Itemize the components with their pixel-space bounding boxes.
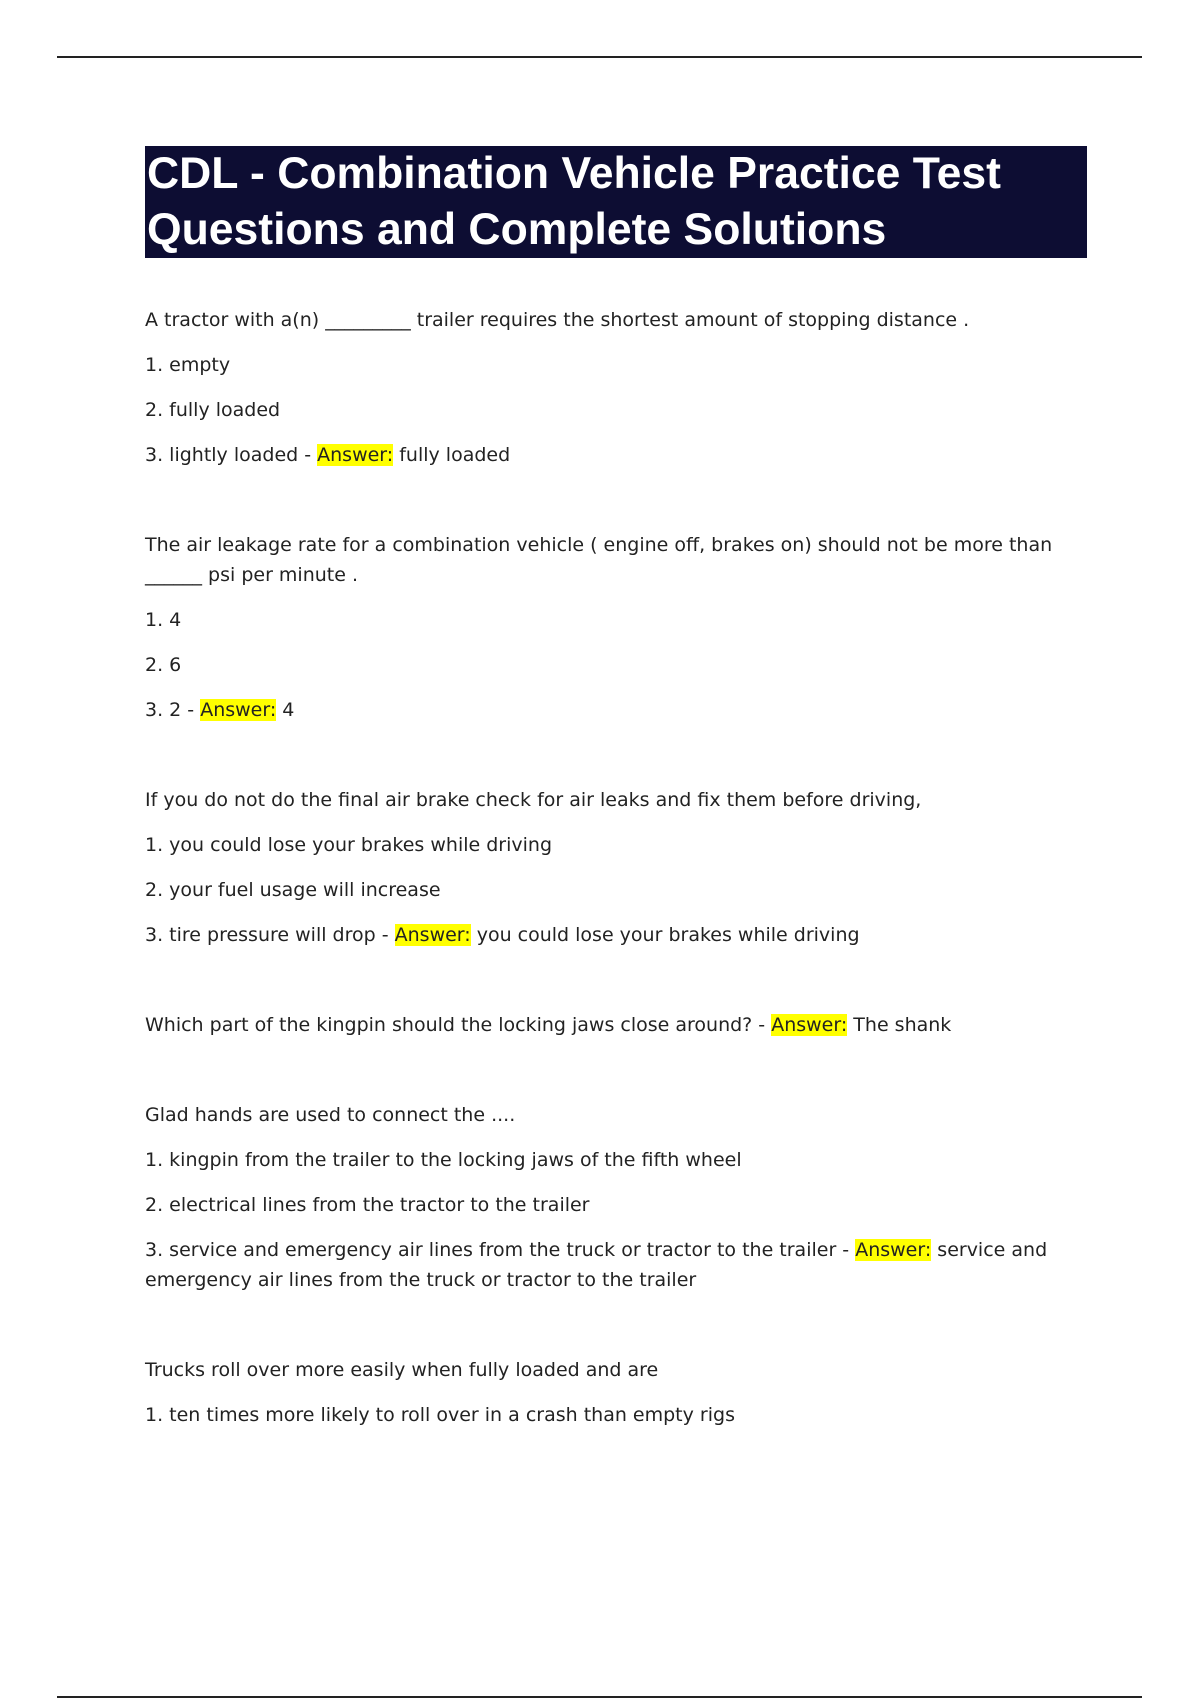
answer-label: Answer:	[394, 924, 471, 946]
answer-option-with-solution	[145, 1235, 1087, 1295]
answer-option: 1. kingpin from the trailer to the locking jaws of the fifth wheel	[145, 1149, 742, 1171]
answer-option-with-solution	[145, 920, 1087, 950]
answer-option: 1. you could lose your brakes while driving	[145, 834, 553, 856]
answer-option-text: 3. 2 -	[145, 699, 201, 721]
answer-text: fully loaded	[393, 444, 511, 466]
answer-option: 2. 6	[145, 654, 182, 676]
question-block	[145, 305, 1087, 470]
answer-option-text: 3. tire pressure will drop -	[145, 924, 395, 946]
document-body	[145, 146, 1087, 1490]
question-block	[145, 785, 1087, 950]
question-list	[145, 305, 1087, 1430]
question-prompt: The air leakage rate for a combination vehicle ( engine off, brakes on) should not be more than ______ psi per minute .	[145, 534, 1053, 586]
answer-option: 1. 4	[145, 609, 182, 631]
answer-option: 2. electrical lines from the tractor to the trailer	[145, 1194, 590, 1216]
question-block	[145, 530, 1087, 725]
answer-option: 1. ten times more likely to roll over in a crash than empty rigs	[145, 1404, 735, 1426]
answer-text: 4	[276, 699, 295, 721]
answer-option-with-solution	[145, 440, 1087, 470]
question-prompt: If you do not do the final air brake check for air leaks and fix them before driving,	[145, 789, 922, 811]
answer-text: service and emergency air lines from the truck or tractor to the trailer	[145, 1239, 1048, 1291]
answer-label: Answer:	[317, 444, 394, 466]
answer-option: 1. empty	[145, 354, 231, 376]
title-line-2: Questions and Complete Solutions	[147, 205, 887, 254]
question-block	[145, 1100, 1087, 1295]
question-prompt-with-solution	[145, 1010, 1087, 1040]
document-title	[145, 146, 1087, 258]
answer-option: 2. your fuel usage will increase	[145, 879, 441, 901]
answer-text: The shank	[847, 1014, 952, 1036]
answer-label: Answer:	[771, 1014, 848, 1036]
answer-option-text: 3. service and emergency air lines from the truck or tractor to the trailer -	[145, 1239, 856, 1261]
top-rule	[57, 56, 1142, 58]
question-prompt: A tractor with a(n) _________ trailer requires the shortest amount of stopping distance .	[145, 309, 970, 331]
answer-text: you could lose your brakes while driving	[470, 924, 860, 946]
question-block	[145, 1010, 1087, 1040]
question-prompt: Trucks roll over more easily when fully loaded and are	[145, 1359, 659, 1381]
answer-label: Answer:	[200, 699, 277, 721]
question-prompt: Which part of the kingpin should the locking jaws close around? -	[145, 1014, 772, 1036]
answer-option-text: 3. lightly loaded -	[145, 444, 318, 466]
answer-option: 2. fully loaded	[145, 399, 281, 421]
title-line-1: CDL - Combination Vehicle Practice Test	[147, 149, 1001, 198]
answer-label: Answer:	[855, 1239, 932, 1261]
answer-option-with-solution	[145, 695, 1087, 725]
bottom-rule	[57, 1696, 1142, 1698]
question-block	[145, 1355, 1087, 1430]
question-prompt: Glad hands are used to connect the ....	[145, 1104, 516, 1126]
